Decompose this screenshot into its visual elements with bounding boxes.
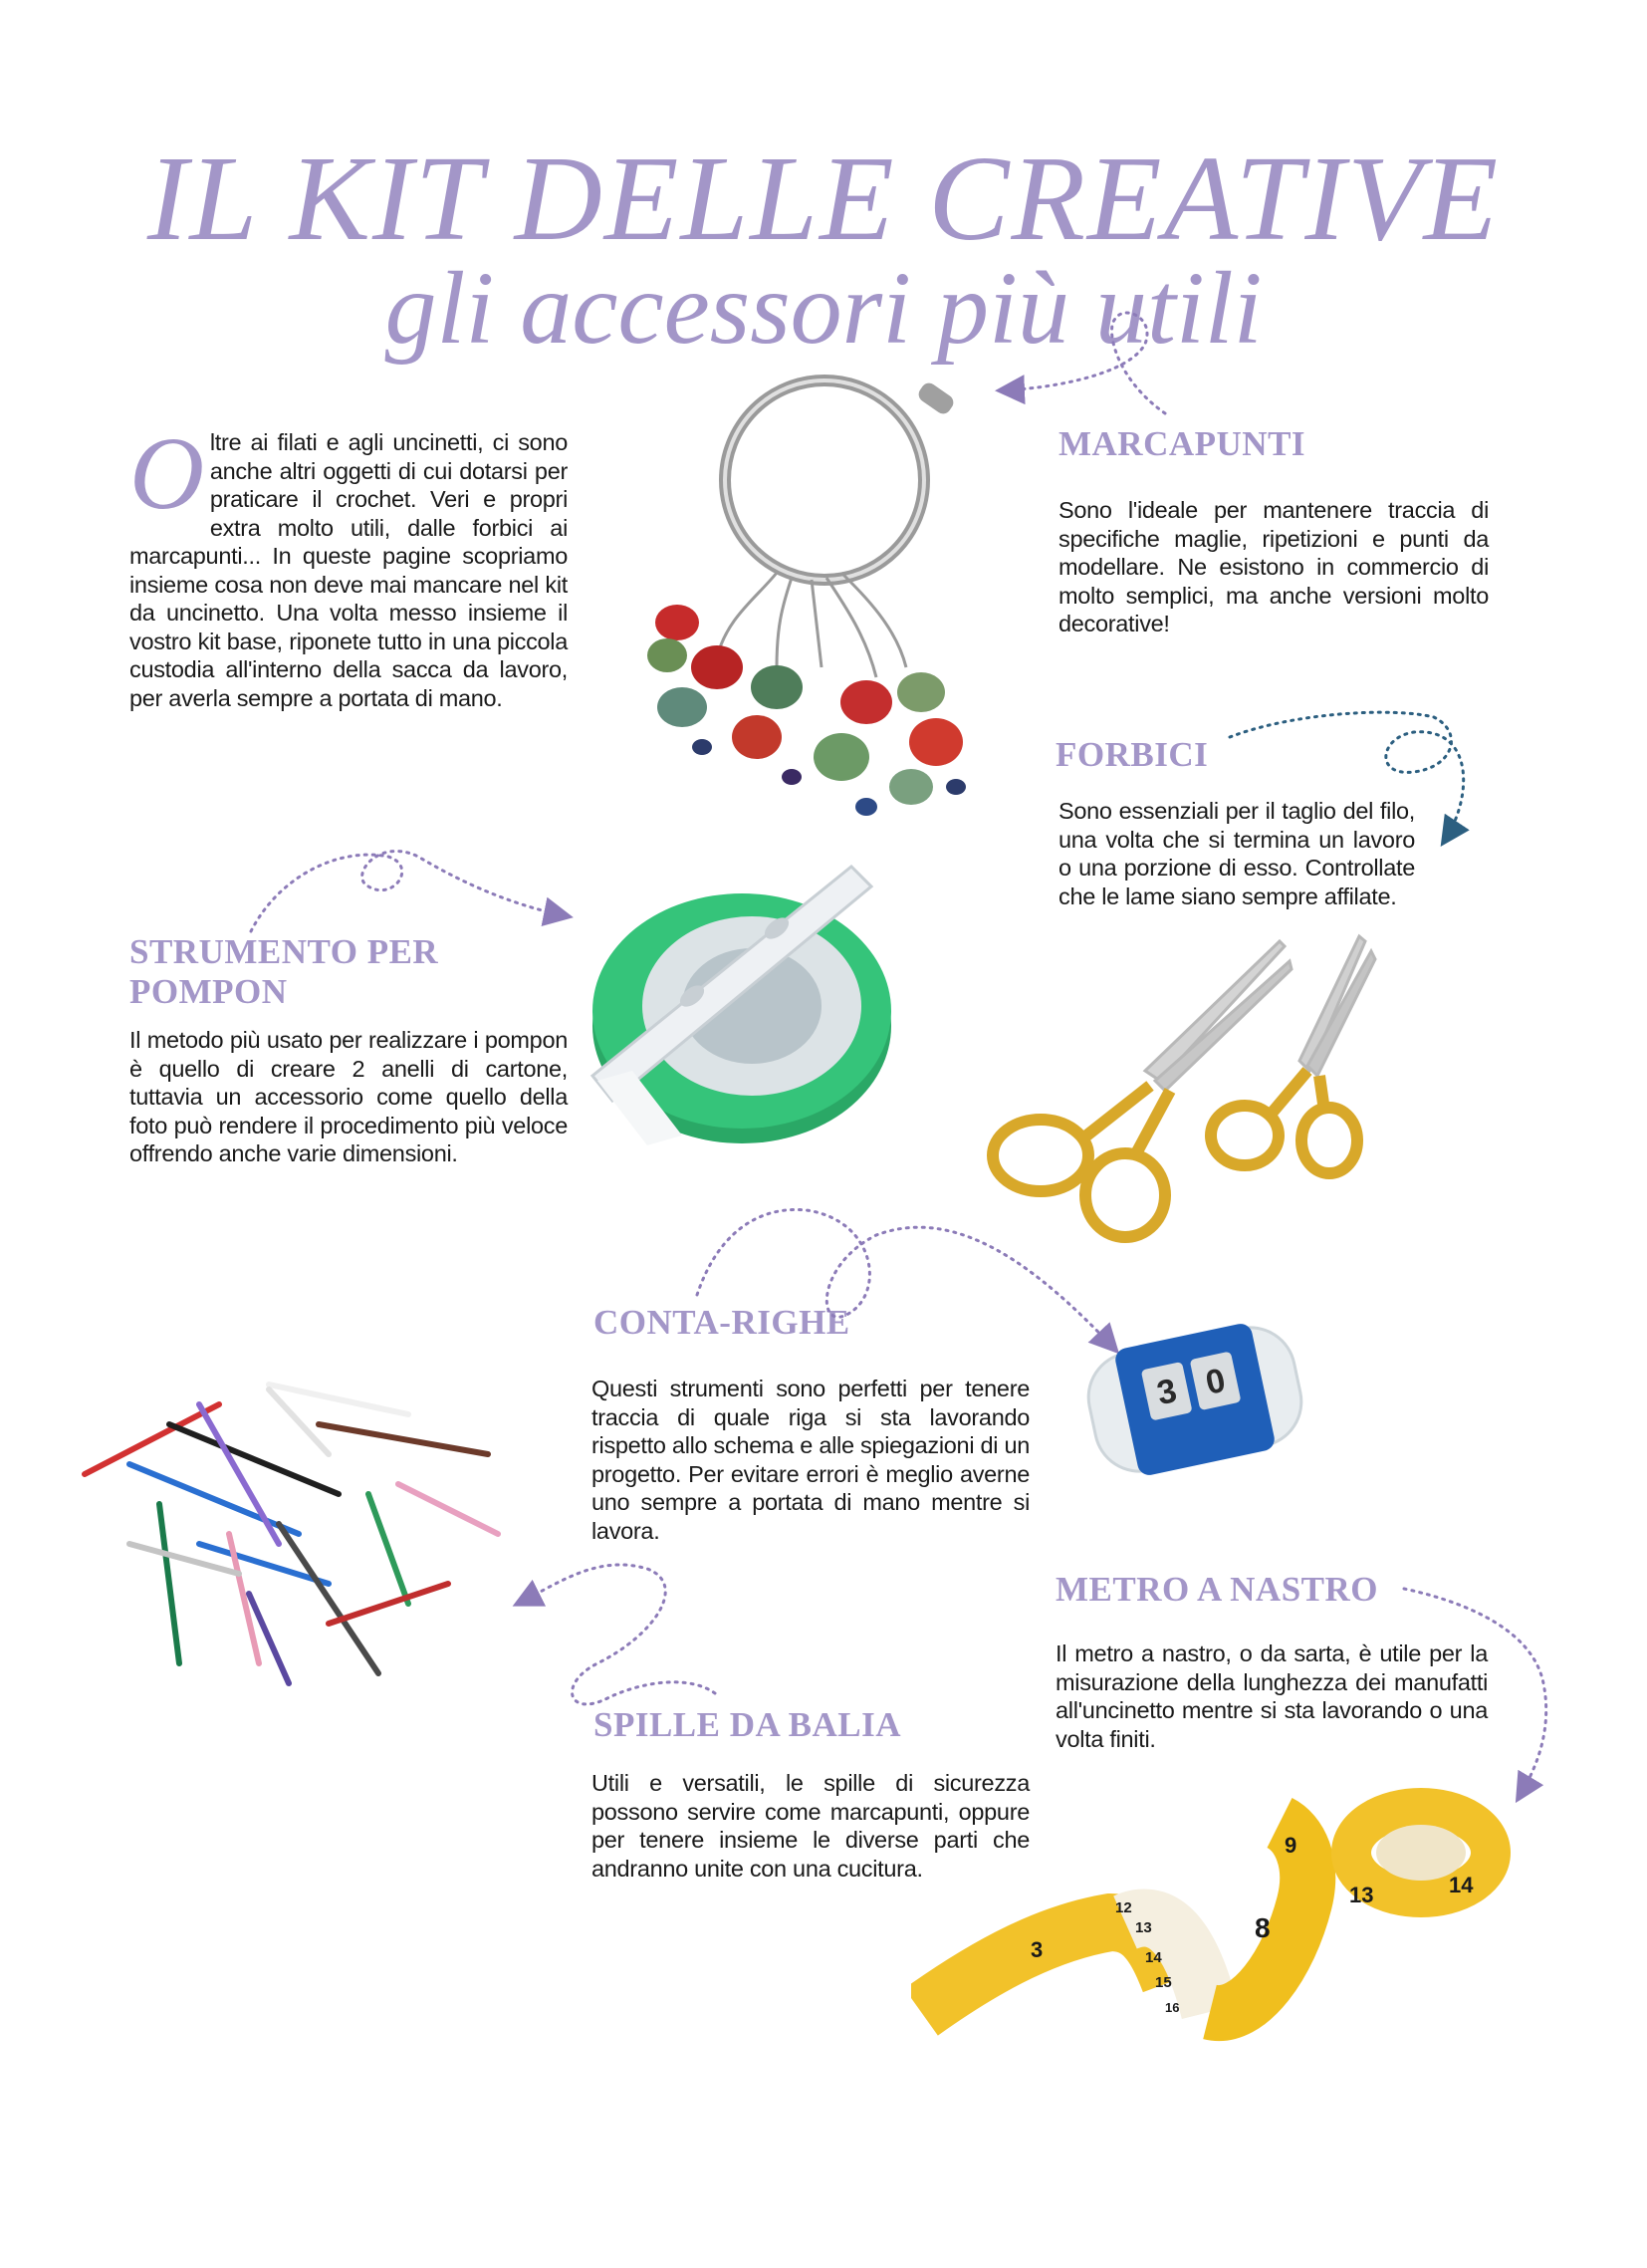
tape-number: 14 xyxy=(1145,1949,1162,1966)
arrow-pompon xyxy=(251,851,568,931)
text-pompon: Il metodo più usato per realizzare i pompon è quello di creare 2 anelli di cartone, tuttavia un accessorio come quello della foto può rendere il procedimento più veloce offrendo anche varie dimensioni. xyxy=(129,1027,568,1166)
tape-number: 15 xyxy=(1155,1974,1172,1991)
heading-forbici: FORBICI xyxy=(1056,735,1209,774)
dropcap: O xyxy=(129,416,204,531)
tape-measure-photo xyxy=(911,1783,1529,2082)
stitch-markers-photo xyxy=(607,369,1026,827)
tape-number: 14 xyxy=(1449,1873,1474,1897)
counter-digit-1: 3 xyxy=(1153,1372,1181,1413)
arrow-spille xyxy=(518,1565,715,1704)
heading-contarighe: CONTA-RIGHE xyxy=(593,1303,850,1342)
text-metro: Il metro a nastro, o da sarta, è utile per la misurazione della lunghezza dei manufatti all'uncinetto mentre si sta lavorando o una volta finiti. xyxy=(1056,1640,1488,1752)
arrow-forbici xyxy=(1230,712,1464,842)
tape-number: 12 xyxy=(1115,1899,1132,1916)
tape-number: 9 xyxy=(1285,1833,1297,1858)
text-contarighe: Questi strumenti sono perfetti per tenere traccia di quale riga si sta lavorando rispetto allo schema e alle spiegazioni di un progetto. Per evitare errori è meglio averne uno sempre a portata di mano mentre si lavora. xyxy=(591,1376,1030,1544)
heading-metro: METRO A NASTRO xyxy=(1056,1570,1378,1609)
intro-text: ltre ai filati e agli uncinetti, ci sono anche altri oggetti di cui dotarsi per praticare il crochet. Veri e propri extra molto utili, dalle forbici ai marcapunti... In queste pagine scopriamo insieme cosa non deve mai mancare nel kit da uncinetto. Una volta messo insieme il vostro kit base, riponete tutto in una piccola custodia all'interno della sacca da lavoro, per averla sempre a portata di mano. xyxy=(129,429,568,711)
text-marcapunti: Sono l'ideale per mantenere traccia di specifiche maglie, ripetizioni e punti da modellare. Ne esistono in commercio di molto semplici, ma anche versioni molto decorative! xyxy=(1059,497,1489,636)
page-subtitle: gli accessori più utili xyxy=(384,251,1263,366)
tape-number: 16 xyxy=(1165,2000,1180,2015)
heading-pompon: STRUMENTO PER POMPON xyxy=(129,932,439,1011)
heading-marcapunti: MARCAPUNTI xyxy=(1059,424,1306,463)
row-counter-photo xyxy=(1070,1285,1319,1514)
pompon-maker-photo xyxy=(573,857,901,1155)
heading-spille: SPILLE DA BALIA xyxy=(593,1705,901,1744)
text-forbici: Sono essenziali per il taglio del filo, una volta che si termina un lavoro o una porzione di esso. Controllate che le lame siano sempre affilate. xyxy=(1059,798,1415,909)
tape-number: 3 xyxy=(1031,1937,1044,1962)
tape-number: 13 xyxy=(1135,1919,1152,1936)
tape-number: 13 xyxy=(1349,1883,1374,1907)
arrow-metro xyxy=(1404,1589,1546,1798)
safety-pins-photo xyxy=(70,1345,528,1713)
page-title: IL KIT DELLE CREATIVE xyxy=(146,131,1501,266)
scissors-photo xyxy=(981,931,1399,1260)
tape-number: 8 xyxy=(1255,1912,1271,1943)
text-spille: Utili e versatili, le spille di sicurezza possono servire come marcapunti, oppure per tenere insieme le diverse parti che andranno unite con una cucitura. xyxy=(591,1770,1030,1882)
counter-digit-2: 0 xyxy=(1202,1361,1229,1402)
